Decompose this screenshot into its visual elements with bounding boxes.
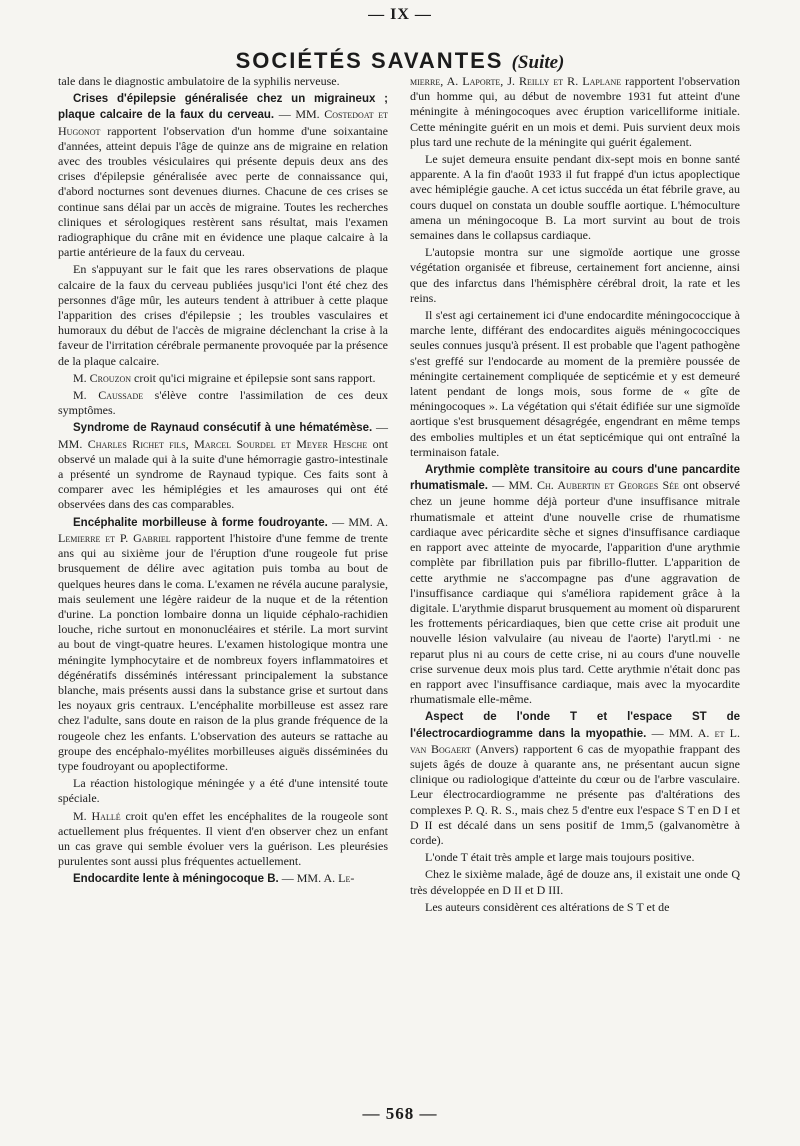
running-title-main: SOCIÉTÉS SAVANTES	[235, 48, 504, 73]
running-title-suite: (Suite)	[511, 52, 565, 73]
running-title	[0, 48, 800, 74]
article-authors: — MM. A. et L. van Bogaert	[410, 725, 740, 756]
folio: — IX —	[368, 6, 432, 23]
right-column	[410, 74, 740, 917]
article-authors: — MM. Ch. Aubertin et Georges Sée	[487, 478, 679, 493]
article-authors: — MM. Charles Richet fils, Marcel Sourdel et Meyer Hesche	[58, 420, 389, 451]
paragraph: M. Caussade s'élève contre l'assimilation de ces deux symptômes.	[58, 388, 388, 418]
paragraph: Chez le sixième malade, âgé de douze ans, il existait une onde Q très développée en D II et D III.	[410, 867, 740, 897]
paragraph: Aspect de l'onde T et l'espace ST de l'électrocardiogramme dans la myopathie. — MM. A. et L. van Bogaert (Anvers) rapportent 6 cas de myopathie frappant des sujets âgés de douze à quarante ans, ne présentant aucun signe clinique ou radiologique d'atteinte du cœur ou de l'arbre vasculaire. Leur électrocardiogramme ne présente pas d'altérations des complexes P. Q. R. S., mais chez 5 d'entre eux l'espace S T en D I et D II est décalé dans un sens positif de 1mm,5 (galvanomètre à corde).	[410, 711, 741, 847]
article-heading: Aspect de l'onde T et l'espace ST de l'électrocardiogramme dans la myopathie.	[410, 711, 740, 740]
left-column	[58, 74, 388, 890]
article-heading: Syndrome de Raynaud consécutif à une hématémèse.	[73, 422, 373, 435]
paragraph: Il s'est agi certainement ici d'une endocardite méningococcique à marche lente, différant des endocardites aiguës méningococciques seules connues jusqu'à présent. Il est probable que l'agent pathogène s'est greffé sur l'endocarde au moment de la première poussée de méningite certainement compliquée de septicémie et y est demeuré latent pendant de longs mois, sous forme de « gîte de méningocoques ». La végétation qui s'était édifiée sur une sigmoïde aortique s'est brusquement désagrégée, engendrant en même temps des embolies multiples et un état septicémique qui ont entraîné la terminaison fatale.	[410, 308, 740, 459]
paragraph: mierre, A. Laporte, J. Reilly et R. Laplane rapportent l'observation d'un homme qui, au début de novembre 1931 fut atteint d'une méningite à méningocoques avec éruption varicelliforme initiale. Cette méningite guérit en un mois et demi. Puis survient deux mois plus tard une rechute de la méningite qui guérit également.	[410, 74, 741, 149]
paragraph: M. Hallé croit qu'en effet les encéphalites de la rougeole sont actuellement plus fréquentes. Il vient d'en observer chez un enfant un cas grave qui semble évoluer vers la guérison. Les pleurésies purulentes sont aussi plus fréquentes actuellement.	[58, 808, 388, 869]
paragraph: M. Crouzon croit qu'ici migraine et épilepsie sont sans rapport.	[73, 370, 376, 385]
paragraph: Encéphalite morbilleuse à forme foudroyante. — MM. A. Lemierre et P. Gabriel rapportent l'histoire d'une femme de trente ans qui au sixième jour de l'éruption d'une rougeole fut prise brusquement de délire avec agitation puis tomba au bout de quelques heures dans le coma. L'examen ne révéla aucune paralysie, mais seulement une légère raideur de la nuque et de la rétention d'urine. La ponction lombaire donna un liquide céphalo-rachidien louche, riche surtout en mononucléaires et stérile. La mort survint au bout de vingt-quatre heures. L'examen histologique montra une méningite lymphocytaire et de nombreux foyers inflammatoires et dégénératifs disséminés intéressant principalement la substance blanche, mais présents aussi dans la substance grise et surtout dans les noyaux gris centraux. L'encéphalite morbilleuse est assez rare chez l'adulte, sans doute en raison de la plus grande fréquence de la rougeole chez les enfants. L'observation des auteurs se rattache au groupe des encéphalo-myélites morbilleuses aiguës disséminées du type foudroyant ou apoplectiforme.	[58, 514, 389, 773]
article-heading: Crises d'épilepsie généralisée chez un migraineux ; plaque calcaire de la faux du cerveau.	[58, 93, 388, 122]
paragraph	[58, 871, 388, 887]
page-number: — 568 —	[362, 1104, 438, 1123]
article-authors: — MM. Costedoat et Hugonot	[58, 107, 388, 138]
paragraph: tale dans le diagnostic ambulatoire de la syphilis nerveuse.	[58, 74, 340, 88]
paragraph: L'autopsie montra sur une sigmoïde aortique une grosse végétation organisée et fibreuse, certainement fort ancienne, ainsi que des infarctus dans l'hémisphère cérébral droit, la rate et les reins.	[410, 245, 740, 305]
paragraph: Syndrome de Raynaud consécutif à une hématémèse. — MM. Charles Richet fils, Marcel Sourdel et Meyer Hesche ont observé un malade qui à la suite d'une hémorragie gastro-intestinale a présenté un syndrome de Raynaud typique. Ces faits sont à comparer avec les hémiplégies et les amauroses qui ont été observées dans des cas comparables.	[58, 420, 389, 512]
paragraph: Le sujet demeura ensuite pendant dix-sept mois en bonne santé apparente. A la fin d'août 1933 il fut frappé d'un ictus apoplectique avec hémiplégie gauche. A cet ictus succéda un état fébrile grave, au cours duquel on constata un double souffle aortique. L'hémoculture amena un méningocoque B. La mort survint au bout de trois semaines dans le collapsus cardiaque.	[410, 152, 740, 243]
paragraph: La réaction histologique méningée y a été d'une intensité toute spéciale.	[58, 776, 388, 806]
article-heading: Encéphalite morbilleuse à forme foudroyante.	[73, 516, 328, 529]
article-authors: M. Hallé	[73, 808, 121, 823]
article-authors: — MM. A. Le-	[278, 871, 355, 886]
article-authors: M. Caussade	[73, 388, 144, 403]
paragraph: Arythmie complète transitoire au cours d'une pancardite rhumatismale. — MM. Ch. Aubertin et Georges Sée ont observé chez un jeune homme déjà porteur d'une insuffisance mitrale rhumatismale et atteint d'une nouvelle crise de rhumatisme cardiaque avec péricardite sèche et signes d'insuffisance cardiaque en rapport avec atteinte de myocarde, l'apparition d'une arythmie complète par fibrillation puis par fibrillo-flutter. L'apparition de cette arythmie ne s'accompagne pas d'une aggravation de l'insuffisance cardiaque qui s'améliora rapidement grâce à la digitale. L'arythmie disparut brusquement au moment où disparurent les frottements péricardiaques, bien que cette crise ait produit une nouvelle lésion valvulaire (au niveau de l'aorte) l'arytl.mi · ne reparut plus ni au cours de cette crise, ni au cours d'une nouvelle crise survenue deux mois plus tard. Cette arythmie n'était donc pas en rapport avec l'insuffisance cardiaque, mais avec la myocardite rhumatismale elle-même.	[410, 464, 740, 707]
article-authors: M. Crouzon	[73, 370, 132, 385]
paragraph: L'onde T était très ample et large mais toujours positive.	[425, 850, 695, 865]
article-heading: Endocardite lente à méningocoque B.	[73, 873, 279, 886]
article-heading: Arythmie complète transitoire au cours d'une pancardite rhumatismale.	[410, 464, 740, 493]
paragraph: En s'appuyant sur le fait que les rares observations de plaque calcaire de la faux du cerveau publiées jusqu'ici l'ont été chez des personnes d'âge mûr, les auteurs tendent à attribuer à cette plaque l'apparition des crises d'épilepsie ; les troubles vasculaires et humoraux du début de l'accès de migraine déclenchant la crise à la faveur de l'irritation cérébrale permanente provoquée par la présence de la plaque calcaire.	[58, 262, 388, 368]
article-authors: mierre, A. Laporte, J. Reilly et R. Laplane	[410, 74, 622, 88]
article-authors: — MM. A. Lemierre et P. Gabriel	[58, 514, 388, 545]
paragraph: Les auteurs considèrent ces altérations de S T et de	[425, 899, 670, 914]
paragraph: Crises d'épilepsie généralisée chez un migraineux ; plaque calcaire de la faux du cerveau. — MM. Costedoat et Hugonot rapportent l'observation d'un homme d'une soixantaine d'années, atteint depuis l'âge de quinze ans de migraine en relation avec des troubles vésiculaires qui présente depuis deux ans des crises d'épilepsie généralisée avec perte de connaissance qui, d'abord nocturnes sont devenues diurnes. Chacune de ces crises se continue sans délai par un accès de migraine. Toutes les recherches cliniques et sérologiques restèrent sans résultat, mais l'examen radiographique du crâne mit en évidence une plaque calcaire à la partie antérieure de la faux du cerveau.	[58, 93, 388, 260]
